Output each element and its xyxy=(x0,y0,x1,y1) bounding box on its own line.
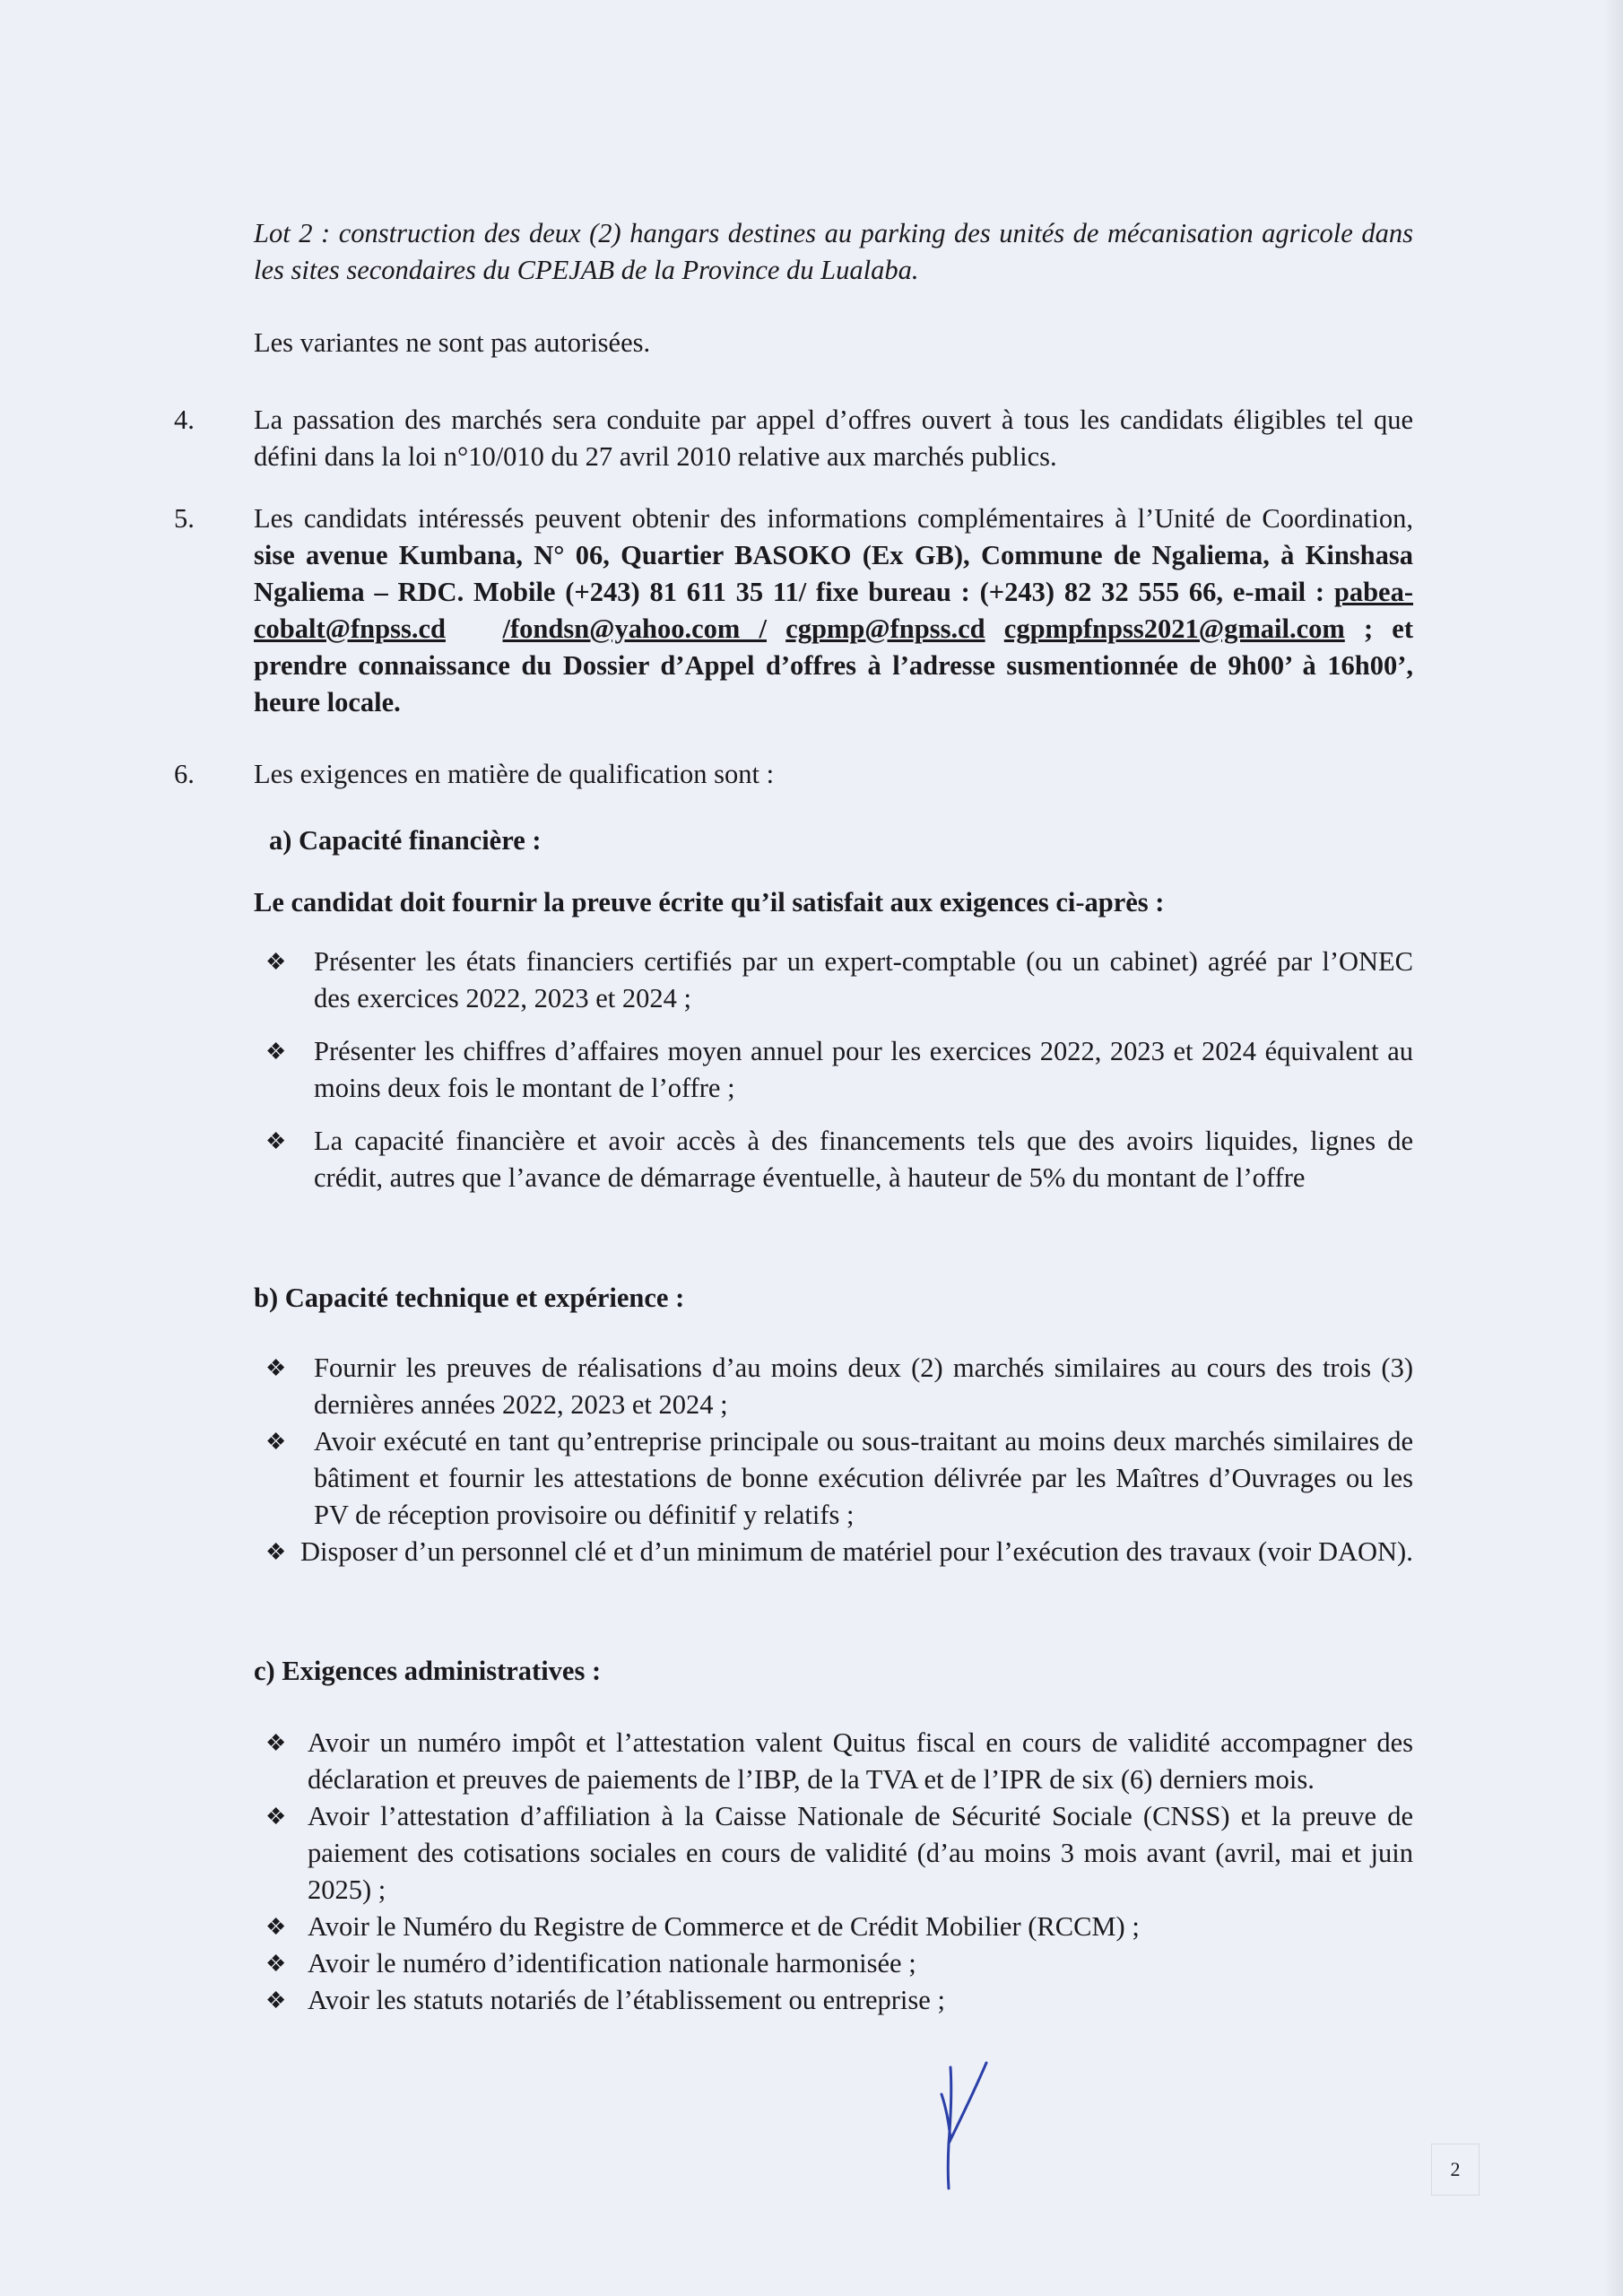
list-item xyxy=(254,1982,1413,2019)
section-heading: b) Capacité technique et expérience : xyxy=(254,1283,685,1313)
diamond-bullet-icon: ❖ xyxy=(265,1128,287,1154)
list-item xyxy=(254,1725,1413,1798)
list-item-text: Disposer d’un personnel clé et d’un minimum de matériel pour l’exécution des travaux (voir DAON). xyxy=(300,1536,1413,1567)
section-heading: c) Exigences administratives : xyxy=(254,1656,602,1686)
diamond-bullet-icon: ❖ xyxy=(265,1951,287,1977)
item-6 xyxy=(174,756,1413,793)
section-b-list xyxy=(254,1350,1413,1570)
diamond-bullet-icon: ❖ xyxy=(265,1987,287,2013)
item-text: La passation des marchés sera conduite par appel d’offres ouvert à tous les candidats éligibles tel que défini dans la loi n°10/010 du 27 avril 2010 relative aux marchés publics. xyxy=(254,404,1413,472)
diamond-bullet-icon: ❖ xyxy=(265,1429,287,1455)
lot2-paragraph xyxy=(254,215,1413,289)
section-intro: Le candidat doit fournir la preuve écrite qu’il satisfait aux exigences ci-après : xyxy=(254,887,1165,918)
handwritten-initial-signature xyxy=(924,2058,1004,2193)
section-a-list xyxy=(254,944,1413,1196)
item-text: Les exigences en matière de qualification sont : xyxy=(254,759,775,789)
item-5 xyxy=(174,500,1413,721)
list-item xyxy=(254,1909,1413,1945)
item5-text-3: ; et prendre connaissance du Dossier d’Appel d’offres à l’adresse susmentionnée de 9h00’ à 16h00’, heure locale. xyxy=(254,613,1413,718)
email-link[interactable]: pabea-cobalt@fnpss.cd xyxy=(254,577,1413,644)
email-link[interactable]: /fondsn@yahoo.com / xyxy=(502,613,767,644)
page-number: 2 xyxy=(1431,2144,1480,2196)
list-item-text: Avoir un numéro impôt et l’attestation valent Quitus fiscal en cours de validité accompagner des déclaration et preuves de paiements de l’IBP, de la TVA et de l’IPR de six (6) derniers mois. xyxy=(308,1727,1413,1795)
diamond-bullet-icon: ❖ xyxy=(265,1355,287,1381)
list-item xyxy=(254,1033,1413,1107)
item-number: 5. xyxy=(174,503,195,534)
item5-address: sise avenue Kumbana, N° 06, Quartier BASOKO (Ex GB), Commune de Ngaliema, à Kinshasa Ngaliema – RDC. Mobile (+243) 81 611 35 11/ fixe bureau : (+243) 82 32 555 66, e-mail : xyxy=(254,540,1413,607)
list-item xyxy=(254,1945,1413,1982)
diamond-bullet-icon: ❖ xyxy=(265,949,287,975)
lot2-text: Lot 2 : construction des deux (2) hangars destines au parking des unités de mécanisation agricole dans les sites secondaires du CPEJAB de la Province du Lualaba. xyxy=(254,218,1413,285)
list-item xyxy=(254,1123,1413,1196)
item-number: 6. xyxy=(174,759,195,789)
email-link[interactable]: cgpmpfnpss2021@gmail.com xyxy=(1003,613,1345,644)
item-4 xyxy=(174,402,1413,475)
diamond-bullet-icon: ❖ xyxy=(265,1730,287,1756)
list-item-text: La capacité financière et avoir accès à des financements tels que des avoirs liquides, lignes de crédit, autres que l’avance de démarrage éventuelle, à hauteur de 5% du montant de l’offre xyxy=(314,1126,1413,1193)
section-a-title xyxy=(269,822,1428,859)
list-item-text: Avoir les statuts notariés de l’établissement ou entreprise ; xyxy=(308,1985,945,2015)
diamond-bullet-icon: ❖ xyxy=(265,1804,287,1830)
list-item-text: Présenter les chiffres d’affaires moyen annuel pour les exercices 2022, 2023 et 2024 équivalent au moins deux fois le montant de l’offre ; xyxy=(314,1036,1413,1103)
section-c-title xyxy=(254,1653,1413,1690)
list-item xyxy=(254,1798,1413,1909)
section-a-intro xyxy=(254,884,1413,921)
section-c-list xyxy=(254,1725,1413,2019)
diamond-bullet-icon: ❖ xyxy=(265,1914,287,1940)
list-item-text: Fournir les preuves de réalisations d’au moins deux (2) marchés similaires au cours des trois (3) dernières années 2022, 2023 et 2024 ; xyxy=(314,1352,1413,1420)
page-edge-shadow xyxy=(1603,0,1623,2296)
diamond-bullet-icon: ❖ xyxy=(265,1539,287,1565)
list-item xyxy=(254,1423,1413,1534)
variantes-text: Les variantes ne sont pas autorisées. xyxy=(254,327,651,358)
email-link[interactable]: cgpmp@fnpss.cd xyxy=(785,613,985,644)
section-heading: a) Capacité financière : xyxy=(269,825,542,856)
list-item-text: Avoir le Numéro du Registre de Commerce et de Crédit Mobilier (RCCM) ; xyxy=(308,1911,1140,1942)
list-item xyxy=(254,1534,1413,1570)
list-item-text: Avoir l’attestation d’affiliation à la Caisse Nationale de Sécurité Sociale (CNSS) et la preuve de paiement des cotisations sociales en cours de validité (d’au moins 3 mois avant (avril, mai et juin 2025) ; xyxy=(308,1801,1413,1905)
diamond-bullet-icon: ❖ xyxy=(265,1039,287,1065)
list-item-text: Avoir exécuté en tant qu’entreprise principale ou sous-traitant au moins deux marchés similaires de bâtiment et fournir les attestations de bonne exécution délivrée par les Maîtres d’Ouvrages ou les PV de réception provisoire ou définitif y relatifs ; xyxy=(314,1426,1413,1530)
item-number: 4. xyxy=(174,404,195,435)
variantes-paragraph xyxy=(254,325,1413,361)
list-item-text: Présenter les états financiers certifiés par un expert-comptable (ou un cabinet) agréé par l’ONEC des exercices 2022, 2023 et 2024 ; xyxy=(314,946,1413,1013)
item-text xyxy=(254,500,1413,721)
item5-text-1: Les candidats intéressés peuvent obtenir des informations complémentaires à l’Unité de Coordination, xyxy=(254,503,1413,534)
list-item-text: Avoir le numéro d’identification nationale harmonisée ; xyxy=(308,1948,916,1979)
list-item xyxy=(254,944,1413,1017)
section-b-title xyxy=(254,1280,1413,1317)
list-item xyxy=(254,1350,1413,1423)
